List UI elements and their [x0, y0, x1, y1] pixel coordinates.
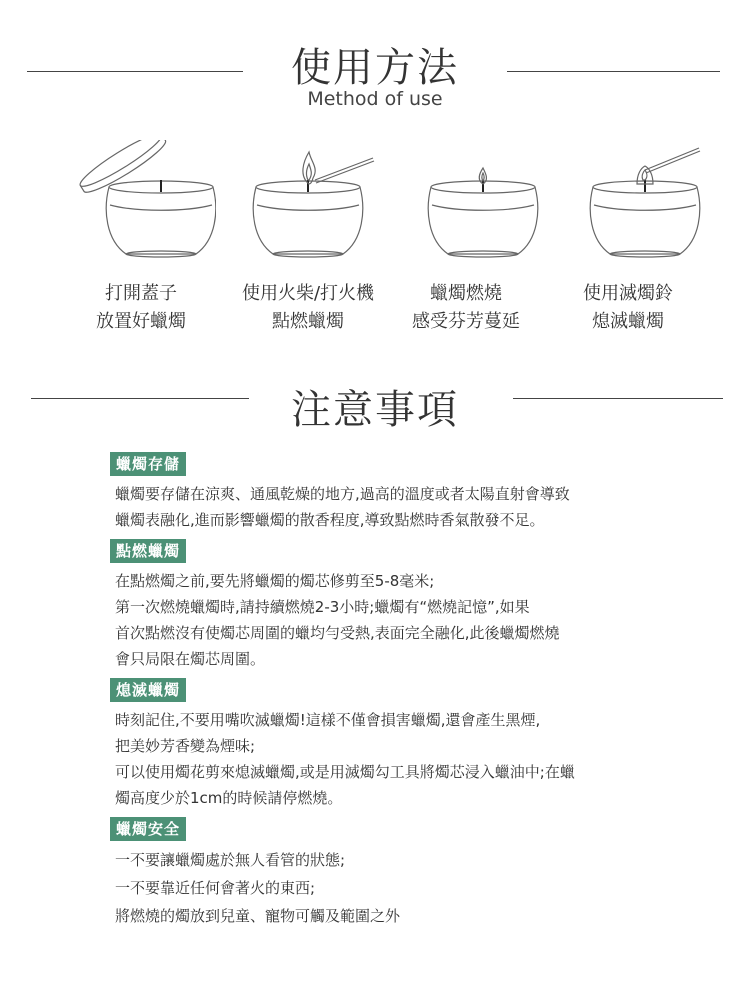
section-body — [110, 568, 690, 672]
section-line: 蠟燭表融化,進而影響蠟燭的散香程度,導致點燃時香氣散發不足。 — [115, 511, 545, 529]
section-line: 將燃燒的燭放到兒童、寵物可觸及範圍之外 — [115, 907, 401, 925]
section-line: 燭高度少於1cm的時候請停燃燒。 — [115, 789, 343, 807]
section-line: 蠟燭要存儲在涼爽、通風乾燥的地方,過高的溫度或者太陽直射會導致 — [115, 485, 570, 503]
step-light-match-caption — [218, 280, 398, 336]
section-line: 首次點燃沒有使燭芯周圍的蠟均勻受熱,表面完全融化,此後蠟燭燃燒 — [115, 624, 560, 642]
step-caption-line2: 感受芬芳蔓延 — [412, 311, 520, 332]
step-caption-line2: 放置好蠟燭 — [96, 311, 186, 332]
note-section-lighting — [110, 539, 690, 672]
usage-subtitle: Method of use — [307, 88, 443, 110]
step-open-lid — [51, 140, 231, 350]
usage-steps — [0, 140, 750, 350]
section-line: 一不要靠近任何會著火的東西; — [115, 879, 316, 897]
section-tag-storage: 蠟燭存儲 — [110, 452, 186, 476]
note-section-storage — [110, 452, 690, 533]
section-line: 時刻記住,不要用嘴吹滅蠟燭!這樣不僅會損害蠟燭,還會產生黑煙, — [115, 711, 541, 729]
note-section-extinguish — [110, 678, 690, 811]
section-tag-extinguish: 熄滅蠟燭 — [110, 678, 186, 702]
section-line: 可以使用燭花剪來熄滅蠟燭,或是用滅燭勾工具將燭芯浸入蠟油中;在蠟 — [115, 763, 575, 781]
section-line: 一不要讓蠟燭處於無人看管的狀態; — [115, 851, 346, 869]
note-section-safety — [110, 817, 690, 930]
section-line: 把美妙芳香變為煙味; — [115, 737, 256, 755]
section-line: 會只局限在燭芯周圍。 — [115, 650, 266, 668]
step-caption-line2: 點燃蠟燭 — [272, 311, 344, 332]
step-caption-line2: 熄滅蠟燭 — [592, 311, 664, 332]
section-line: 第一次燃燒蠟燭時,請持續燃燒2-3小時;蠟燭有“燃燒記憶”,如果 — [115, 598, 530, 616]
section-tag-lighting: 點燃蠟燭 — [110, 539, 186, 563]
step-open-lid-caption — [51, 280, 231, 336]
step-caption-line1: 蠟燭燃燒 — [430, 283, 502, 304]
candle-with-lid-icon — [66, 140, 216, 270]
step-light-match — [218, 140, 398, 350]
step-caption-line1: 打開蓋子 — [105, 283, 177, 304]
usage-title: 使用方法 — [291, 45, 459, 91]
step-caption-line1: 使用滅燭鈴 — [583, 283, 673, 304]
section-body — [110, 707, 690, 811]
step-snuff-caption — [538, 280, 718, 336]
candle-match-lighting-icon — [233, 140, 383, 270]
section-line: 在點燃燭之前,要先將蠟燭的燭芯修剪至5-8毫米; — [115, 572, 435, 590]
step-burning — [376, 140, 556, 350]
step-snuff — [538, 140, 718, 350]
section-body — [110, 481, 690, 533]
section-tag-safety: 蠟燭安全 — [110, 817, 186, 841]
step-burning-caption — [376, 280, 556, 336]
candle-burning-icon — [391, 140, 541, 270]
candle-snuffer-icon — [553, 140, 703, 270]
notes-title: 注意事項 — [291, 387, 459, 433]
step-caption-line1: 使用火柴/打火機 — [241, 283, 375, 304]
notes-content — [110, 452, 690, 930]
section-body — [110, 846, 690, 930]
